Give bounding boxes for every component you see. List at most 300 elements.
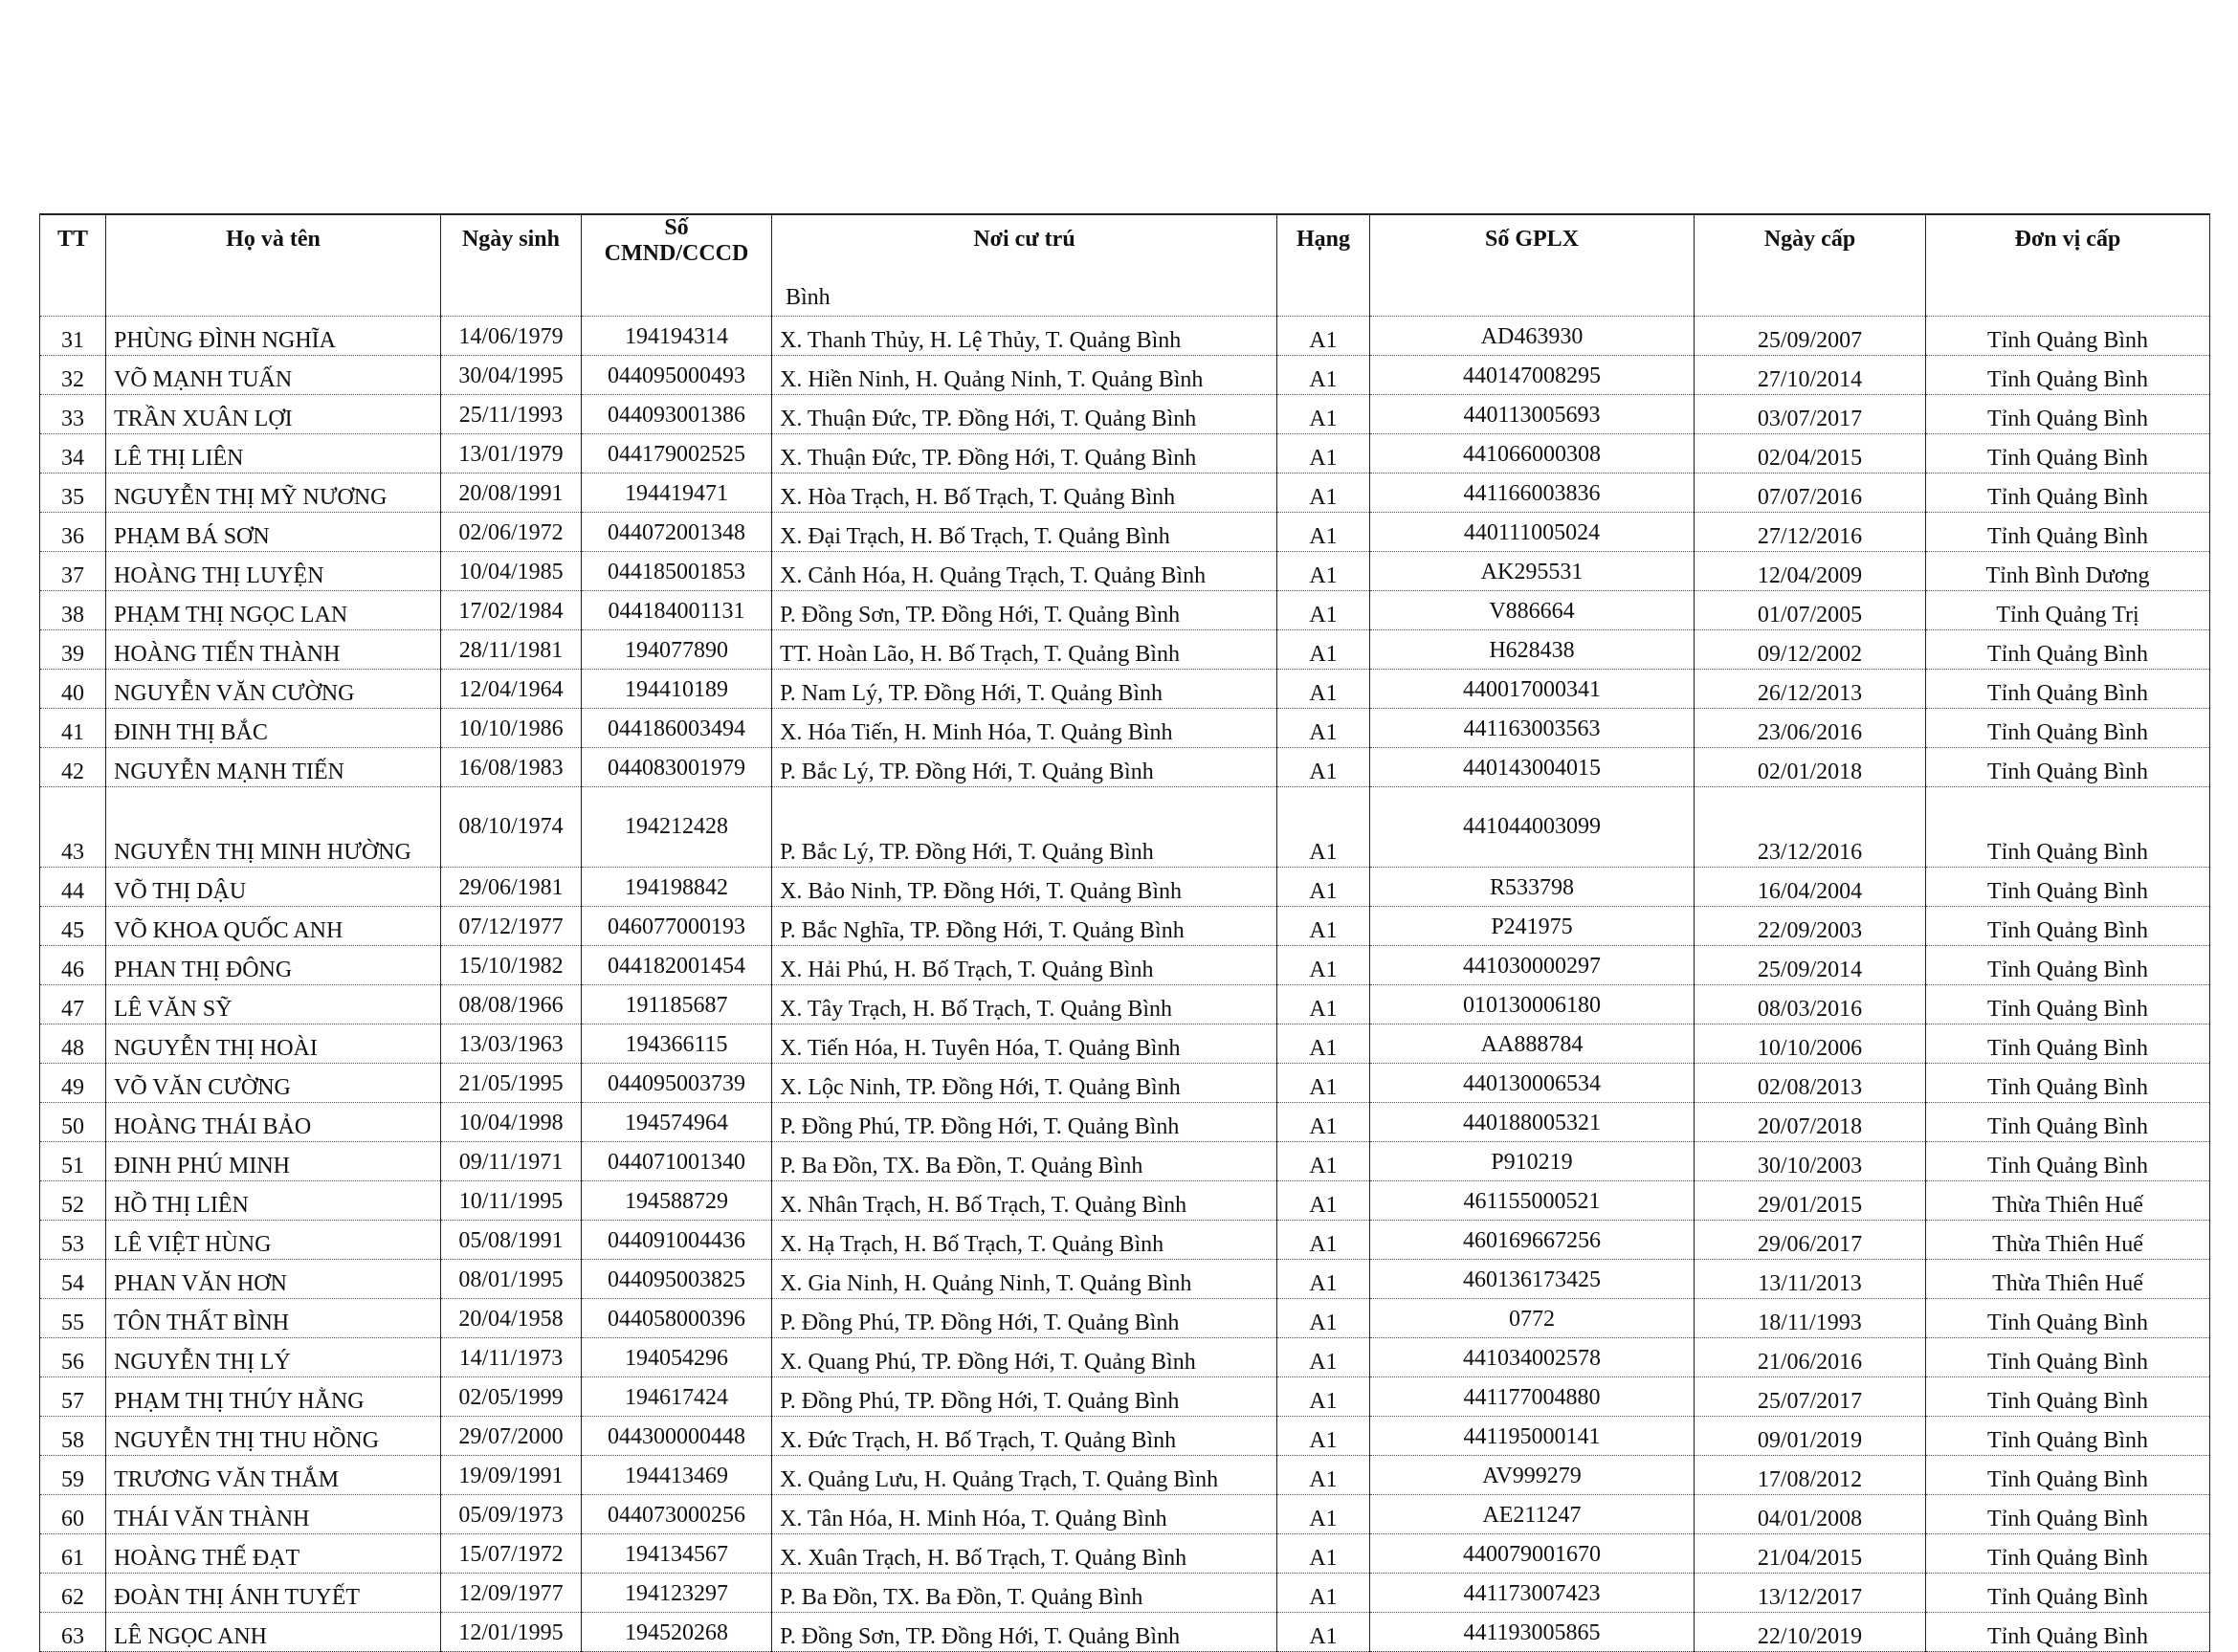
cell-id-number: 044083001979: [582, 748, 772, 787]
cell-residence: X. Đại Trạch, H. Bố Trạch, T. Quảng Bình: [772, 513, 1277, 552]
cell-date-of-birth: 16/08/1983: [441, 748, 582, 787]
cell-id-number: 194054296: [582, 1338, 772, 1377]
cell-residence: X. Hòa Trạch, H. Bố Trạch, T. Quảng Bình: [772, 474, 1277, 513]
cell-full-name: PHẠM THỊ NGỌC LAN: [106, 591, 441, 630]
cell-license-class: A1: [1277, 434, 1370, 474]
cell-id-number: 194198842: [582, 868, 772, 907]
cell-issue-date: 10/10/2006: [1695, 1024, 1926, 1064]
table-row: [40, 1613, 2210, 1652]
cell-date-of-birth: 12/01/1995: [441, 1613, 582, 1652]
cell-license-class: A1: [1277, 1299, 1370, 1338]
header-issuer: Đơn vị cấp: [1926, 214, 2210, 317]
cell-license-number: 441166003836: [1370, 474, 1695, 513]
cell-license-class: A1: [1277, 1103, 1370, 1142]
cell-residence: P. Ba Đồn, TX. Ba Đồn, T. Quảng Bình: [772, 1574, 1277, 1613]
cell-full-name: ĐOÀN THỊ ÁNH TUYẾT: [106, 1574, 441, 1613]
table-row: [40, 1181, 2210, 1221]
cell-date-of-birth: 10/04/1985: [441, 552, 582, 591]
cell-row-number: 49: [40, 1064, 106, 1103]
cell-residence: X. Nhân Trạch, H. Bố Trạch, T. Quảng Bình: [772, 1181, 1277, 1221]
cell-id-number: 194410189: [582, 670, 772, 709]
cell-date-of-birth: 19/09/1991: [441, 1456, 582, 1495]
cell-issuer: Tỉnh Quảng Trị: [1926, 591, 2210, 630]
table-row: [40, 748, 2210, 787]
cell-full-name: NGUYỄN MẠNH TIẾN: [106, 748, 441, 787]
header-residence: [772, 214, 1277, 317]
cell-row-number: 60: [40, 1495, 106, 1534]
table-row: [40, 1417, 2210, 1456]
cell-date-of-birth: 05/08/1991: [441, 1221, 582, 1260]
cell-issue-date: 23/06/2016: [1695, 709, 1926, 748]
cell-issuer: Tỉnh Quảng Bình: [1926, 787, 2210, 868]
cell-license-number: 440079001670: [1370, 1534, 1695, 1574]
cell-full-name: HOÀNG THÁI BẢO: [106, 1103, 441, 1142]
cell-license-class: A1: [1277, 591, 1370, 630]
table-row: [40, 907, 2210, 946]
cell-id-number: 191185687: [582, 985, 772, 1024]
cell-issuer: Tỉnh Quảng Bình: [1926, 1417, 2210, 1456]
header-full-name: Họ và tên: [106, 214, 441, 317]
cell-date-of-birth: 20/04/1958: [441, 1299, 582, 1338]
cell-license-number: 441030000297: [1370, 946, 1695, 985]
cell-id-number: 044073000256: [582, 1495, 772, 1534]
cell-license-class: A1: [1277, 1613, 1370, 1652]
header-residence-label: Nơi cư trú: [973, 227, 1075, 252]
cell-issuer: Tỉnh Quảng Bình: [1926, 1142, 2210, 1181]
cell-issue-date: 29/01/2015: [1695, 1181, 1926, 1221]
cell-id-number: 044091004436: [582, 1221, 772, 1260]
cell-issue-date: 09/01/2019: [1695, 1417, 1926, 1456]
cell-row-number: 33: [40, 395, 106, 434]
cell-row-number: 46: [40, 946, 106, 985]
cell-issue-date: 02/01/2018: [1695, 748, 1926, 787]
cell-license-class: A1: [1277, 985, 1370, 1024]
cell-row-number: 31: [40, 317, 106, 356]
cell-date-of-birth: 08/08/1966: [441, 985, 582, 1024]
cell-issue-date: 08/03/2016: [1695, 985, 1926, 1024]
cell-date-of-birth: 07/12/1977: [441, 907, 582, 946]
cell-issuer: Tỉnh Quảng Bình: [1926, 1103, 2210, 1142]
cell-id-number: 194413469: [582, 1456, 772, 1495]
table-row: [40, 1064, 2210, 1103]
table-row: [40, 1495, 2210, 1534]
cell-issue-date: 03/07/2017: [1695, 395, 1926, 434]
cell-license-number: V886664: [1370, 591, 1695, 630]
table-row: [40, 1299, 2210, 1338]
cell-row-number: 35: [40, 474, 106, 513]
cell-residence: X. Xuân Trạch, H. Bố Trạch, T. Quảng Bình: [772, 1534, 1277, 1574]
cell-row-number: 58: [40, 1417, 106, 1456]
cell-license-class: A1: [1277, 552, 1370, 591]
cell-license-number: AA888784: [1370, 1024, 1695, 1064]
cell-license-class: A1: [1277, 1417, 1370, 1456]
cell-date-of-birth: 12/09/1977: [441, 1574, 582, 1613]
cell-date-of-birth: 13/01/1979: [441, 434, 582, 474]
cell-row-number: 55: [40, 1299, 106, 1338]
cell-issuer: Tỉnh Quảng Bình: [1926, 1495, 2210, 1534]
table-row: [40, 356, 2210, 395]
cell-issue-date: 13/11/2013: [1695, 1260, 1926, 1299]
cell-license-class: A1: [1277, 787, 1370, 868]
cell-issuer: Thừa Thiên Huế: [1926, 1221, 2210, 1260]
cell-full-name: NGUYỄN THỊ THU HỒNG: [106, 1417, 441, 1456]
cell-issue-date: 12/04/2009: [1695, 552, 1926, 591]
cell-issue-date: 18/11/1993: [1695, 1299, 1926, 1338]
cell-date-of-birth: 15/10/1982: [441, 946, 582, 985]
header-tt: TT: [40, 214, 106, 317]
cell-license-number: AV999279: [1370, 1456, 1695, 1495]
cell-issue-date: 27/10/2014: [1695, 356, 1926, 395]
cell-row-number: 47: [40, 985, 106, 1024]
cell-row-number: 42: [40, 748, 106, 787]
cell-issuer: Tỉnh Quảng Bình: [1926, 356, 2210, 395]
cell-issue-date: 25/07/2017: [1695, 1377, 1926, 1417]
cell-date-of-birth: 15/07/1972: [441, 1534, 582, 1574]
cell-issue-date: 25/09/2007: [1695, 317, 1926, 356]
cell-full-name: TRẦN XUÂN LỢI: [106, 395, 441, 434]
cell-id-number: 194617424: [582, 1377, 772, 1417]
cell-license-number: 440147008295: [1370, 356, 1695, 395]
cell-license-number: AK295531: [1370, 552, 1695, 591]
cell-id-number: 194588729: [582, 1181, 772, 1221]
cell-id-number: 194419471: [582, 474, 772, 513]
cell-row-number: 45: [40, 907, 106, 946]
cell-row-number: 53: [40, 1221, 106, 1260]
table-row: [40, 1456, 2210, 1495]
cell-row-number: 54: [40, 1260, 106, 1299]
cell-residence: P. Đồng Phú, TP. Đồng Hới, T. Quảng Bình: [772, 1377, 1277, 1417]
header-issue-date: Ngày cấp: [1695, 214, 1926, 317]
cell-license-class: A1: [1277, 1534, 1370, 1574]
cell-license-class: A1: [1277, 317, 1370, 356]
cell-residence: X. Tiến Hóa, H. Tuyên Hóa, T. Quảng Bình: [772, 1024, 1277, 1064]
cell-issuer: Tỉnh Quảng Bình: [1926, 1377, 2210, 1417]
cell-date-of-birth: 12/04/1964: [441, 670, 582, 709]
cell-license-number: 440143004015: [1370, 748, 1695, 787]
cell-row-number: 59: [40, 1456, 106, 1495]
cell-id-number: 044185001853: [582, 552, 772, 591]
table-row: [40, 1024, 2210, 1064]
cell-full-name: LÊ THỊ LIÊN: [106, 434, 441, 474]
cell-license-number: R533798: [1370, 868, 1695, 907]
cell-full-name: TÔN THẤT BÌNH: [106, 1299, 441, 1338]
cell-residence: X. Bảo Ninh, TP. Đồng Hới, T. Quảng Bình: [772, 868, 1277, 907]
cell-date-of-birth: 30/04/1995: [441, 356, 582, 395]
cell-residence: X. Tân Hóa, H. Minh Hóa, T. Quảng Bình: [772, 1495, 1277, 1534]
cell-residence: X. Quảng Lưu, H. Quảng Trạch, T. Quảng Bình: [772, 1456, 1277, 1495]
cell-issue-date: 21/06/2016: [1695, 1338, 1926, 1377]
table-row: [40, 1338, 2210, 1377]
cell-license-number: 441034002578: [1370, 1338, 1695, 1377]
cell-residence: P. Đồng Phú, TP. Đồng Hới, T. Quảng Bình: [772, 1103, 1277, 1142]
cell-residence: X. Đức Trạch, H. Bố Trạch, T. Quảng Bình: [772, 1417, 1277, 1456]
cell-residence: P. Đồng Sơn, TP. Đồng Hới, T. Quảng Bình: [772, 591, 1277, 630]
cell-license-number: 441163003563: [1370, 709, 1695, 748]
table-row: [40, 868, 2210, 907]
cell-license-number: 441177004880: [1370, 1377, 1695, 1417]
cell-id-number: 194574964: [582, 1103, 772, 1142]
cell-id-number: 044184001131: [582, 591, 772, 630]
cell-row-number: 62: [40, 1574, 106, 1613]
table-row: [40, 946, 2210, 985]
cell-license-class: A1: [1277, 1064, 1370, 1103]
cell-license-class: A1: [1277, 630, 1370, 670]
cell-issuer: Tỉnh Quảng Bình: [1926, 1574, 2210, 1613]
table-row: [40, 985, 2210, 1024]
cell-issuer: Tỉnh Quảng Bình: [1926, 748, 2210, 787]
cell-license-number: 441195000141: [1370, 1417, 1695, 1456]
cell-full-name: PHAN VĂN HƠN: [106, 1260, 441, 1299]
cell-id-number: 044182001454: [582, 946, 772, 985]
cell-issue-date: 20/07/2018: [1695, 1103, 1926, 1142]
cell-license-number: 441193005865: [1370, 1613, 1695, 1652]
cell-date-of-birth: 09/11/1971: [441, 1142, 582, 1181]
cell-row-number: 37: [40, 552, 106, 591]
cell-id-number: 044093001386: [582, 395, 772, 434]
cell-residence: X. Gia Ninh, H. Quảng Ninh, T. Quảng Bình: [772, 1260, 1277, 1299]
cell-row-number: 56: [40, 1338, 106, 1377]
cell-full-name: HOÀNG TIẾN THÀNH: [106, 630, 441, 670]
header-id-line1: Số: [664, 215, 689, 240]
table-row: [40, 1221, 2210, 1260]
cell-residence: P. Bắc Lý, TP. Đồng Hới, T. Quảng Bình: [772, 787, 1277, 868]
cell-issue-date: 25/09/2014: [1695, 946, 1926, 985]
table-row: [40, 1377, 2210, 1417]
cell-license-class: A1: [1277, 1260, 1370, 1299]
cell-residence: X. Hiền Ninh, H. Quảng Ninh, T. Quảng Bình: [772, 356, 1277, 395]
cell-license-class: A1: [1277, 474, 1370, 513]
cell-issuer: Thừa Thiên Huế: [1926, 1260, 2210, 1299]
cell-license-number: 460136173425: [1370, 1260, 1695, 1299]
cell-license-class: A1: [1277, 946, 1370, 985]
cell-license-number: 461155000521: [1370, 1181, 1695, 1221]
cell-id-number: 194212428: [582, 787, 772, 868]
cell-residence: X. Hải Phú, H. Bố Trạch, T. Quảng Bình: [772, 946, 1277, 985]
cell-id-number: 194077890: [582, 630, 772, 670]
cell-license-number: 460169667256: [1370, 1221, 1695, 1260]
cell-license-class: A1: [1277, 1495, 1370, 1534]
cell-date-of-birth: 02/05/1999: [441, 1377, 582, 1417]
cell-residence: X. Quang Phú, TP. Đồng Hới, T. Quảng Bình: [772, 1338, 1277, 1377]
table-row: [40, 591, 2210, 630]
cell-full-name: VÕ KHOA QUỐC ANH: [106, 907, 441, 946]
cell-full-name: PHẠM THỊ THÚY HẰNG: [106, 1377, 441, 1417]
cell-license-number: 441173007423: [1370, 1574, 1695, 1613]
cell-date-of-birth: 08/10/1974: [441, 787, 582, 868]
cell-full-name: HỒ THỊ LIÊN: [106, 1181, 441, 1221]
cell-row-number: 40: [40, 670, 106, 709]
cell-license-number: 440111005024: [1370, 513, 1695, 552]
cell-date-of-birth: 21/05/1995: [441, 1064, 582, 1103]
table-row: [40, 513, 2210, 552]
table-row: [40, 709, 2210, 748]
header-residence-overflow-text: Bình: [786, 285, 831, 310]
cell-license-class: A1: [1277, 1338, 1370, 1377]
cell-issuer: Tỉnh Bình Dương: [1926, 552, 2210, 591]
cell-residence: P. Đồng Phú, TP. Đồng Hới, T. Quảng Bình: [772, 1299, 1277, 1338]
table-row: [40, 317, 2210, 356]
cell-issuer: Tỉnh Quảng Bình: [1926, 1534, 2210, 1574]
cell-license-number: P910219: [1370, 1142, 1695, 1181]
cell-id-number: 194134567: [582, 1534, 772, 1574]
header-id-line2: CMND/CCCD: [604, 241, 749, 266]
cell-id-number: 044186003494: [582, 709, 772, 748]
cell-full-name: TRƯƠNG VĂN THẮM: [106, 1456, 441, 1495]
cell-date-of-birth: 29/07/2000: [441, 1417, 582, 1456]
cell-date-of-birth: 02/06/1972: [441, 513, 582, 552]
cell-date-of-birth: 10/10/1986: [441, 709, 582, 748]
cell-id-number: 044095000493: [582, 356, 772, 395]
cell-date-of-birth: 14/06/1979: [441, 317, 582, 356]
cell-issue-date: 22/09/2003: [1695, 907, 1926, 946]
cell-license-class: A1: [1277, 1456, 1370, 1495]
cell-date-of-birth: 20/08/1991: [441, 474, 582, 513]
cell-issue-date: 23/12/2016: [1695, 787, 1926, 868]
cell-issuer: Tỉnh Quảng Bình: [1926, 670, 2210, 709]
cell-full-name: ĐINH THỊ BẮC: [106, 709, 441, 748]
cell-issue-date: 30/10/2003: [1695, 1142, 1926, 1181]
cell-date-of-birth: 13/03/1963: [441, 1024, 582, 1064]
cell-full-name: HOÀNG THẾ ĐẠT: [106, 1534, 441, 1574]
cell-row-number: 34: [40, 434, 106, 474]
cell-full-name: LÊ VĂN SỸ: [106, 985, 441, 1024]
cell-issuer: Thừa Thiên Huế: [1926, 1181, 2210, 1221]
cell-full-name: PHÙNG ĐÌNH NGHĨA: [106, 317, 441, 356]
cell-issue-date: 04/01/2008: [1695, 1495, 1926, 1534]
table-row: [40, 1574, 2210, 1613]
header-id-number: [582, 214, 772, 317]
cell-id-number: 194366115: [582, 1024, 772, 1064]
cell-full-name: NGUYỄN THỊ LÝ: [106, 1338, 441, 1377]
license-table: [39, 213, 2210, 1652]
cell-issuer: Tỉnh Quảng Bình: [1926, 395, 2210, 434]
cell-issue-date: 02/04/2015: [1695, 434, 1926, 474]
cell-issuer: Tỉnh Quảng Bình: [1926, 1024, 2210, 1064]
cell-license-class: A1: [1277, 1221, 1370, 1260]
cell-date-of-birth: 10/11/1995: [441, 1181, 582, 1221]
cell-row-number: 57: [40, 1377, 106, 1417]
cell-row-number: 51: [40, 1142, 106, 1181]
header-date-of-birth: Ngày sinh: [441, 214, 582, 317]
cell-issuer: Tỉnh Quảng Bình: [1926, 434, 2210, 474]
table-row: [40, 630, 2210, 670]
cell-issue-date: 22/10/2019: [1695, 1613, 1926, 1652]
header-license-number: Số GPLX: [1370, 214, 1695, 317]
cell-full-name: LÊ VIỆT HÙNG: [106, 1221, 441, 1260]
cell-residence: X. Lộc Ninh, TP. Đồng Hới, T. Quảng Bình: [772, 1064, 1277, 1103]
cell-residence: P. Đồng Sơn, TP. Đồng Hới, T. Quảng Bình: [772, 1613, 1277, 1652]
cell-license-number: 010130006180: [1370, 985, 1695, 1024]
cell-full-name: VÕ THỊ DẬU: [106, 868, 441, 907]
cell-license-class: A1: [1277, 1024, 1370, 1064]
cell-id-number: 194123297: [582, 1574, 772, 1613]
cell-residence: X. Thanh Thủy, H. Lệ Thủy, T. Quảng Bình: [772, 317, 1277, 356]
cell-id-number: 044095003739: [582, 1064, 772, 1103]
cell-issuer: Tỉnh Quảng Bình: [1926, 317, 2210, 356]
cell-issuer: Tỉnh Quảng Bình: [1926, 868, 2210, 907]
cell-full-name: PHAN THỊ ĐÔNG: [106, 946, 441, 985]
cell-row-number: 63: [40, 1613, 106, 1652]
cell-license-class: A1: [1277, 1142, 1370, 1181]
cell-full-name: VÕ VĂN CƯỜNG: [106, 1064, 441, 1103]
cell-license-class: A1: [1277, 709, 1370, 748]
cell-license-class: A1: [1277, 1181, 1370, 1221]
cell-row-number: 41: [40, 709, 106, 748]
cell-residence: X. Thuận Đức, TP. Đồng Hới, T. Quảng Bình: [772, 434, 1277, 474]
cell-license-number: 440017000341: [1370, 670, 1695, 709]
cell-license-number: AD463930: [1370, 317, 1695, 356]
cell-residence: TT. Hoàn Lão, H. Bố Trạch, T. Quảng Bình: [772, 630, 1277, 670]
cell-issuer: Tỉnh Quảng Bình: [1926, 1064, 2210, 1103]
cell-issue-date: 17/08/2012: [1695, 1456, 1926, 1495]
cell-license-number: 441066000308: [1370, 434, 1695, 474]
cell-residence: X. Hạ Trạch, H. Bố Trạch, T. Quảng Bình: [772, 1221, 1277, 1260]
cell-license-class: A1: [1277, 868, 1370, 907]
cell-full-name: NGUYỄN THỊ MỸ NƯƠNG: [106, 474, 441, 513]
cell-license-class: A1: [1277, 356, 1370, 395]
cell-id-number: 194194314: [582, 317, 772, 356]
cell-date-of-birth: 05/09/1973: [441, 1495, 582, 1534]
cell-issuer: Tỉnh Quảng Bình: [1926, 1338, 2210, 1377]
cell-issuer: Tỉnh Quảng Bình: [1926, 630, 2210, 670]
header-license-class: Hạng: [1277, 214, 1370, 317]
cell-issue-date: 09/12/2002: [1695, 630, 1926, 670]
cell-issuer: Tỉnh Quảng Bình: [1926, 985, 2210, 1024]
cell-issue-date: 26/12/2013: [1695, 670, 1926, 709]
cell-issuer: Tỉnh Quảng Bình: [1926, 1613, 2210, 1652]
cell-id-number: 046077000193: [582, 907, 772, 946]
cell-license-class: A1: [1277, 1574, 1370, 1613]
cell-row-number: 48: [40, 1024, 106, 1064]
cell-full-name: PHẠM BÁ SƠN: [106, 513, 441, 552]
cell-id-number: 044095003825: [582, 1260, 772, 1299]
cell-date-of-birth: 10/04/1998: [441, 1103, 582, 1142]
cell-date-of-birth: 17/02/1984: [441, 591, 582, 630]
cell-full-name: ĐINH PHÚ MINH: [106, 1142, 441, 1181]
cell-date-of-birth: 29/06/1981: [441, 868, 582, 907]
table-row: [40, 1103, 2210, 1142]
cell-full-name: HOÀNG THỊ LUYỆN: [106, 552, 441, 591]
cell-issue-date: 01/07/2005: [1695, 591, 1926, 630]
cell-license-class: A1: [1277, 748, 1370, 787]
cell-issuer: Tỉnh Quảng Bình: [1926, 474, 2210, 513]
table-row: [40, 670, 2210, 709]
cell-issue-date: 07/07/2016: [1695, 474, 1926, 513]
cell-date-of-birth: 08/01/1995: [441, 1260, 582, 1299]
cell-full-name: VÕ MẠNH TUẤN: [106, 356, 441, 395]
cell-license-number: 441044003099: [1370, 787, 1695, 868]
cell-residence: P. Nam Lý, TP. Đồng Hới, T. Quảng Bình: [772, 670, 1277, 709]
table-row: [40, 1260, 2210, 1299]
cell-issue-date: 02/08/2013: [1695, 1064, 1926, 1103]
cell-row-number: 61: [40, 1534, 106, 1574]
cell-issuer: Tỉnh Quảng Bình: [1926, 513, 2210, 552]
cell-id-number: 044071001340: [582, 1142, 772, 1181]
cell-license-number: P241975: [1370, 907, 1695, 946]
cell-issuer: Tỉnh Quảng Bình: [1926, 907, 2210, 946]
cell-license-number: 440188005321: [1370, 1103, 1695, 1142]
cell-id-number: 044072001348: [582, 513, 772, 552]
cell-license-class: A1: [1277, 395, 1370, 434]
cell-issuer: Tỉnh Quảng Bình: [1926, 709, 2210, 748]
cell-residence: X. Hóa Tiến, H. Minh Hóa, T. Quảng Bình: [772, 709, 1277, 748]
cell-full-name: NGUYỄN THỊ MINH HƯỜNG: [106, 787, 441, 868]
cell-issuer: Tỉnh Quảng Bình: [1926, 1456, 2210, 1495]
cell-residence: P. Bắc Lý, TP. Đồng Hới, T. Quảng Bình: [772, 748, 1277, 787]
cell-id-number: 044179002525: [582, 434, 772, 474]
cell-license-number: AE211247: [1370, 1495, 1695, 1534]
cell-issue-date: 29/06/2017: [1695, 1221, 1926, 1260]
